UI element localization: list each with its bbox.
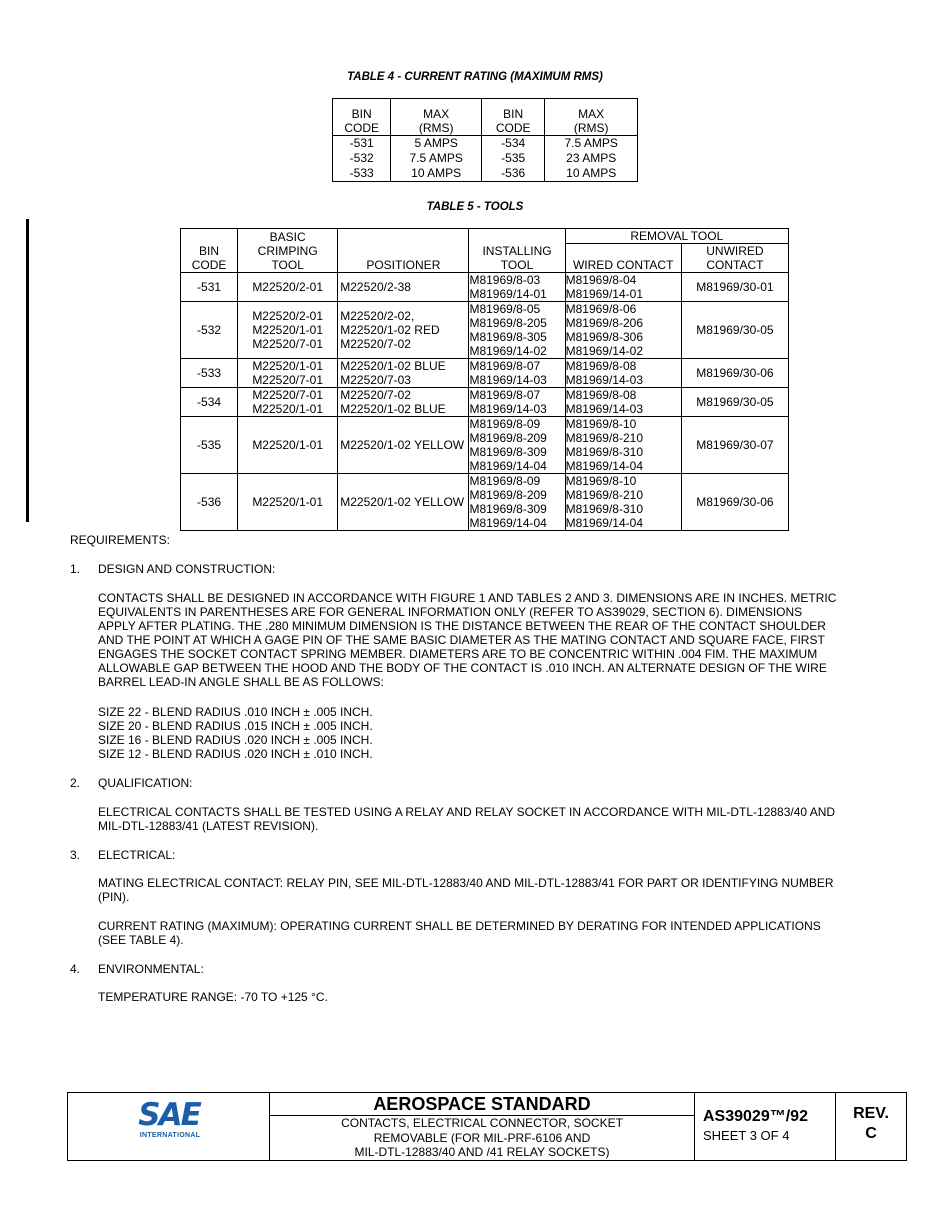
header-bin-code-2: BIN CODE [481, 99, 544, 136]
requirements-heading: REQUIREMENTS: [70, 533, 171, 547]
positioner-cell: M22520/2-38 [338, 273, 469, 302]
unwired-contact-cell: M81969/30-06 [681, 359, 788, 388]
table5-caption: TABLE 5 - TOOLS [426, 201, 524, 213]
wired-contact-cell: M81969/8-10 M81969/8-210 M81969/8-310 M81969/14-04 [565, 474, 681, 531]
installing-tool-cell: M81969/8-07 M81969/14-03 [469, 388, 565, 417]
installing-tool-cell: M81969/8-05 M81969/8-205 M81969/8-305 M81969/14-02 [469, 302, 565, 359]
revision-cell [836, 1093, 906, 1160]
bin-code-cell: -532 [181, 302, 238, 359]
header-positioner: POSITIONER [338, 229, 469, 273]
section-2-title: QUALIFICATION: [98, 776, 193, 790]
ratings-col2: 5 AMPS 7.5 AMPS 10 AMPS [391, 136, 482, 182]
tools-table [180, 228, 789, 531]
header-max-rms-2: MAX (RMS) [545, 99, 638, 136]
positioner-cell: M22520/7-02 M22520/1-02 BLUE [338, 388, 469, 417]
ratings-col4: 7.5 AMPS 23 AMPS 10 AMPS [545, 136, 638, 182]
unwired-contact-cell: M81969/30-05 [681, 302, 788, 359]
logo-cell [68, 1093, 270, 1160]
unwired-contact-cell: M81969/30-06 [681, 474, 788, 531]
document-number-cell [695, 1093, 836, 1160]
crimping-tool-cell: M22520/7-01 M22520/1-01 [238, 388, 338, 417]
table-header-row [181, 229, 789, 244]
bin-codes-col1: -531 -532 -533 [333, 136, 391, 182]
positioner-cell: M22520/1-02 BLUE M22520/7-03 [338, 359, 469, 388]
header-installing-tool: INSTALLING TOOL [469, 229, 565, 273]
title-cell [270, 1093, 695, 1160]
header-unwired-contact: UNWIRED CONTACT [681, 244, 788, 273]
section-4-number: 4. [70, 962, 81, 976]
table-row [181, 388, 789, 417]
installing-tool-cell: M81969/8-09 M81969/8-209 M81969/8-309 M81969/14-04 [469, 474, 565, 531]
section-2-number: 2. [70, 776, 81, 790]
crimping-tool-cell: M22520/2-01 [238, 273, 338, 302]
header-bin-code: BIN CODE [333, 99, 391, 136]
section-3-paragraph-1: MATING ELECTRICAL CONTACT: RELAY PIN, SEE MIL-DTL-12883/40 AND MIL-DTL-12883/41 FOR PART OR IDENTIFYING NUMBER (PIN). [98, 876, 834, 904]
wired-contact-cell: M81969/8-04 M81969/14-01 [565, 273, 681, 302]
unwired-contact-cell: M81969/30-01 [681, 273, 788, 302]
revision-change-bar [26, 219, 29, 522]
crimping-tool-cell: M22520/1-01 M22520/7-01 [238, 359, 338, 388]
section-4-paragraph: TEMPERATURE RANGE: -70 TO +125 °C. [98, 990, 328, 1004]
document-number: AS39029™/92 [703, 1108, 808, 1125]
wired-contact-cell: M81969/8-08 M81969/14-03 [565, 359, 681, 388]
wired-contact-cell: M81969/8-08 M81969/14-03 [565, 388, 681, 417]
table-row [181, 273, 789, 302]
section-3-title: ELECTRICAL: [98, 848, 176, 862]
crimping-tool-cell: M22520/2-01 M22520/1-01 M22520/7-01 [238, 302, 338, 359]
bin-codes-col3: -534 -535 -536 [481, 136, 544, 182]
table-row [181, 474, 789, 531]
installing-tool-cell: M81969/8-03 M81969/14-01 [469, 273, 565, 302]
document-description: CONTACTS, ELECTRICAL CONNECTOR, SOCKET REMOVABLE (FOR MIL-PRF-6106 AND MIL-DTL-12883/40 AND /41 RELAY SOCKETS) [341, 1116, 623, 1159]
positioner-cell: M22520/2-02, M22520/1-02 RED M22520/7-02 [338, 302, 469, 359]
bin-code-cell: -534 [181, 388, 238, 417]
revision-value: C [865, 1125, 877, 1142]
header-removal-tool: REMOVAL TOOL [565, 229, 788, 244]
sae-logo-subtitle: INTERNATIONAL [139, 1132, 201, 1139]
bin-code-cell: -531 [181, 273, 238, 302]
standard-label: AEROSPACE STANDARD [270, 1093, 694, 1116]
table4-caption: TABLE 4 - CURRENT RATING (MAXIMUM RMS) [347, 71, 603, 83]
section-3-number: 3. [70, 848, 81, 862]
current-rating-table [332, 98, 638, 182]
revision-label: REV. [853, 1105, 889, 1122]
section-1-paragraph: CONTACTS SHALL BE DESIGNED IN ACCORDANCE WITH FIGURE 1 AND TABLES 2 AND 3. DIMENSIONS ARE IN INCHES. METRIC EQUIVALENTS IN PARENTHESES ARE FOR GENERAL INFORMATION ONLY (REFER TO AS39029, SECTION 6). DIMENSIONS APPLY AFTER PLATING. THE .280 MINIMUM DIMENSION IS THE DISTANCE BETWEEN THE REAR OF THE CONTACT SHOULDER AND THE POINT AT WHICH A GAGE PIN OF THE SAME BASIC DIAMETER AS THE MATING CONTACT AND SQUARE FACE, FIRST ENGAGES THE SOCKET CONTACT SPRING MEMBER. DIAMETERS ARE TO BE CONCENTRIC WITHIN .004 FIM. THE MAXIMUM ALLOWABLE GAP BETWEEN THE HOOD AND THE BODY OF THE CONTACT IS .010 INCH. AN ALTERNATE DESIGN OF THE WIRE BARREL LEAD-IN ANGLE SHALL BE AS FOLLOWS: [98, 591, 837, 689]
bin-code-cell: -535 [181, 417, 238, 474]
table-row [181, 417, 789, 474]
section-1-blend-radius-list: SIZE 22 - BLEND RADIUS .010 INCH ± .005 INCH. SIZE 20 - BLEND RADIUS .015 INCH ± .005 INCH. SIZE 16 - BLEND RADIUS .020 INCH ± .005 INCH. SIZE 12 - BLEND RADIUS .020 INCH ± .010 INCH. [98, 705, 373, 761]
table-header-row [333, 99, 638, 136]
bin-code-cell: -533 [181, 359, 238, 388]
positioner-cell: M22520/1-02 YELLOW [338, 417, 469, 474]
header-max-rms: MAX (RMS) [391, 99, 482, 136]
section-2-paragraph: ELECTRICAL CONTACTS SHALL BE TESTED USING A RELAY AND RELAY SOCKET IN ACCORDANCE WITH MIL-DTL-12883/40 AND MIL-DTL-12883/41 (LATEST REVISION). [98, 805, 836, 833]
title-block [67, 1092, 907, 1161]
bin-code-cell: -536 [181, 474, 238, 531]
positioner-cell: M22520/1-02 YELLOW [338, 474, 469, 531]
section-4-title: ENVIRONMENTAL: [98, 962, 204, 976]
table-row [181, 359, 789, 388]
crimping-tool-cell: M22520/1-01 [238, 474, 338, 531]
crimping-tool-cell: M22520/1-01 [238, 417, 338, 474]
installing-tool-cell: M81969/8-09 M81969/8-209 M81969/8-309 M81969/14-04 [469, 417, 565, 474]
unwired-contact-cell: M81969/30-05 [681, 388, 788, 417]
unwired-contact-cell: M81969/30-07 [681, 417, 788, 474]
sae-logo: SAE [138, 1097, 200, 1133]
wired-contact-cell: M81969/8-10 M81969/8-210 M81969/8-310 M81969/14-04 [565, 417, 681, 474]
header-crimping-tool: BASIC CRIMPING TOOL [238, 229, 338, 273]
header-bin-code: BIN CODE [181, 229, 238, 273]
table-row [181, 302, 789, 359]
header-wired-contact: WIRED CONTACT [565, 244, 681, 273]
section-1-number: 1. [70, 562, 81, 576]
installing-tool-cell: M81969/8-07 M81969/14-03 [469, 359, 565, 388]
wired-contact-cell: M81969/8-06 M81969/8-206 M81969/8-306 M81969/14-02 [565, 302, 681, 359]
section-1-title: DESIGN AND CONSTRUCTION: [98, 562, 276, 576]
sheet-number: SHEET 3 OF 4 [703, 1128, 790, 1143]
table-row [333, 136, 638, 182]
section-3-paragraph-2: CURRENT RATING (MAXIMUM): OPERATING CURRENT SHALL BE DETERMINED BY DERATING FOR INTENDED APPLICATIONS (SEE TABLE 4). [98, 919, 821, 947]
